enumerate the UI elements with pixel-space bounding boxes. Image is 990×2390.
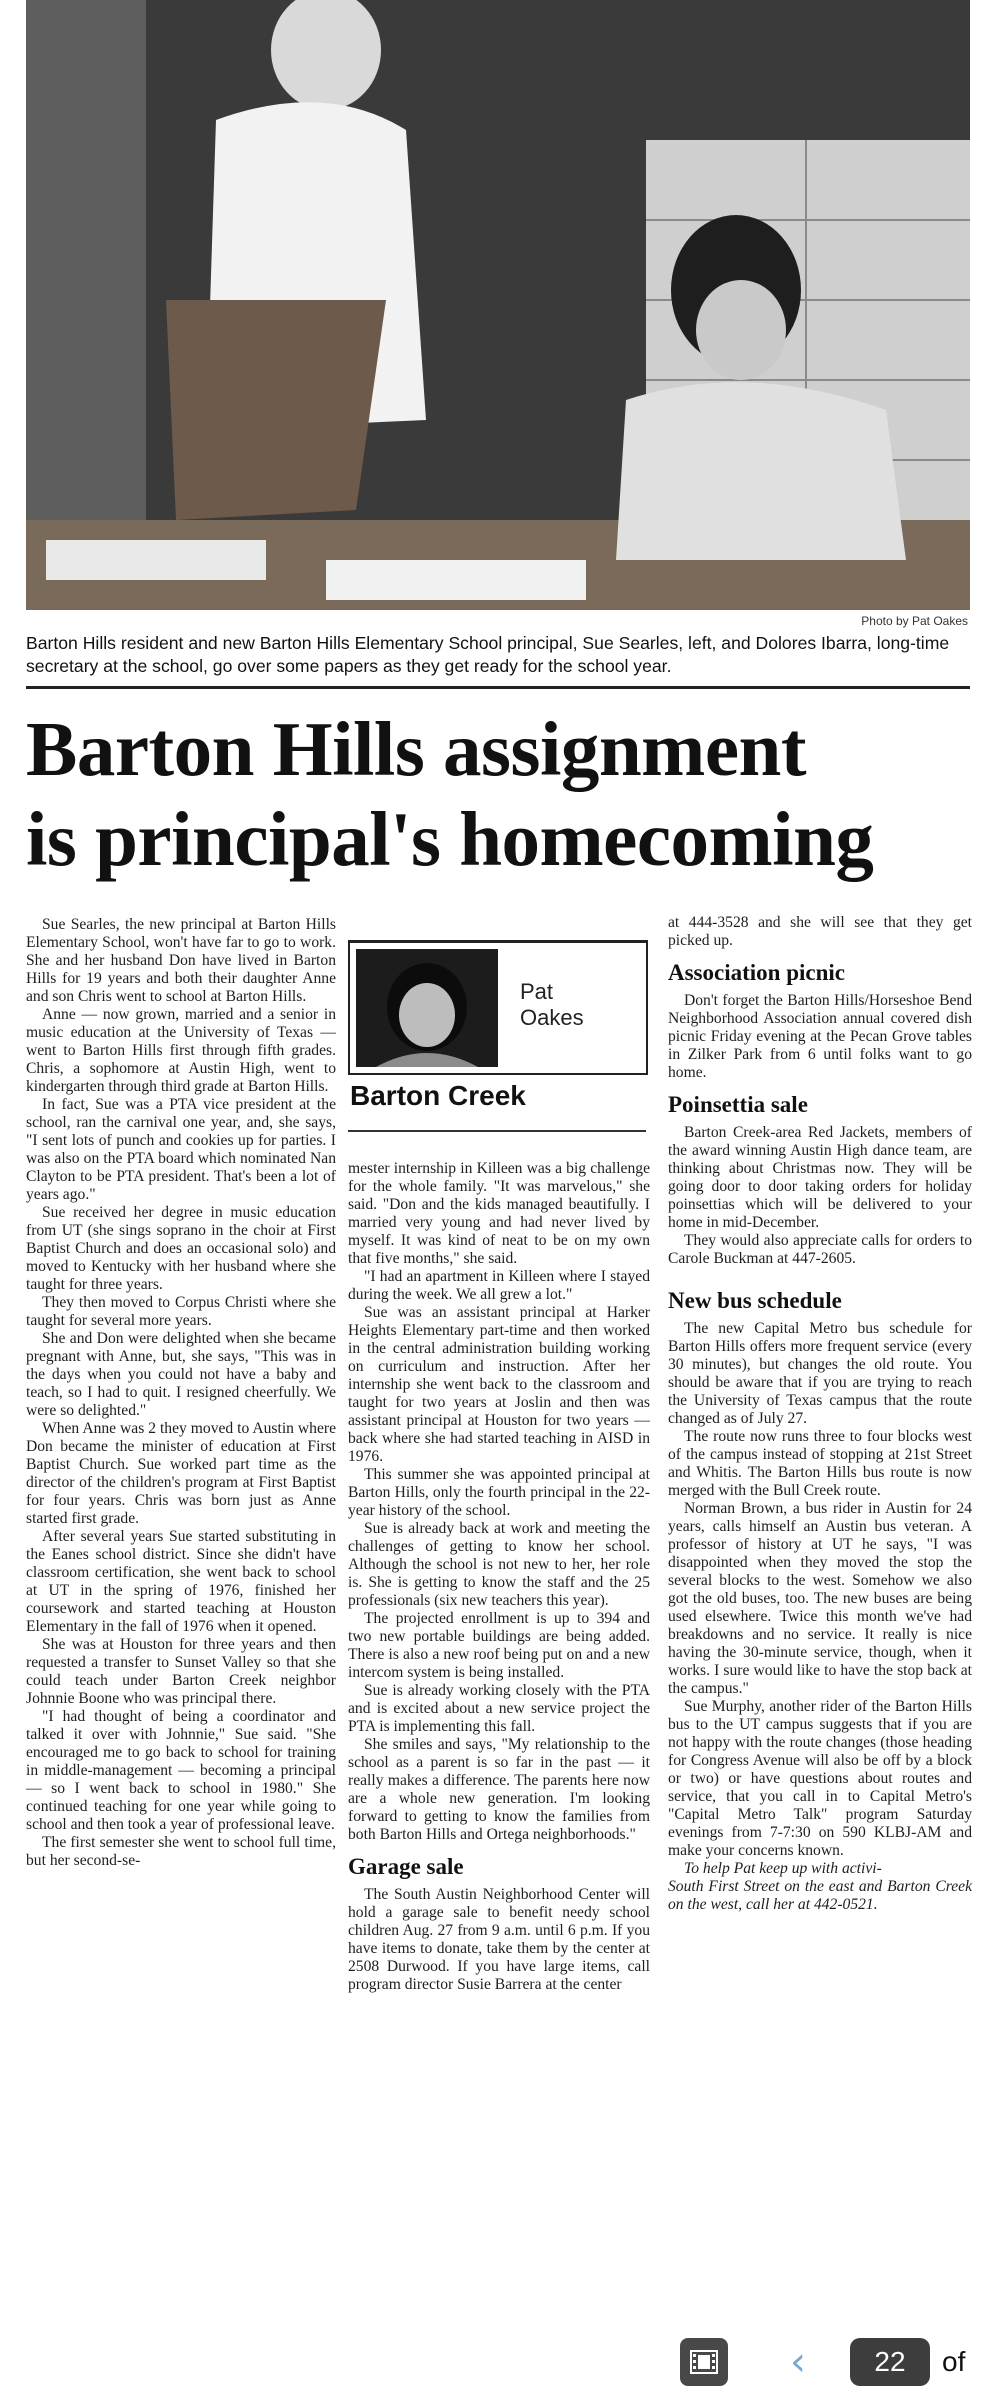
paragraph: Barton Creek-area Red Jackets, members of the award winning Austin High dance team, are thinking about Christmas now. They will be going door to door taking orders for holiday poinsettias which will be delivered to your home in mid-December. — [668, 1124, 972, 1231]
divider — [26, 686, 970, 689]
paragraph: They then moved to Corpus Christi where she taught for several more years. — [26, 1294, 336, 1329]
paragraph: She smiles and says, "My relationship to the school as a parent is so far in the past — it really makes a difference. The parents here now are a whole new generation. I'm looking forward to getting to know the families from both Barton Hills and Ortega neighborhoods." — [348, 1736, 650, 1843]
paragraph: at 444-3528 and she will see that they get picked up. — [668, 914, 972, 949]
paragraph: When Anne was 2 they moved to Austin where Don became the minister of education at First Baptist Church. Sue worked part time as the director of the children's program at First Baptist for four years. Chris was born just as Anne started first grade. — [26, 1420, 336, 1527]
paragraph: Sue is already back at work and meeting the challenges of getting to know her school. Although the school is not new to her, her role is. She is getting to know the staff and the 25 professionals (six new teachers this year). — [348, 1520, 650, 1609]
paragraph: mester internship in Killeen was a big challenge for the whole family. "It was marvelous," she said. "Don and the kids managed beautifully. I married very young and had never lived by myself. It was kind of neat to be on my own that five months," she said. — [348, 1160, 650, 1267]
paragraph: To help Pat keep up with activi- — [684, 1860, 882, 1877]
paragraph: The route now runs three to four blocks west of the campus instead of stopping at 21st Street and Whitis. The Barton Hills bus route is now merged with the Bull Creek route. — [668, 1428, 972, 1499]
filmstrip-icon — [690, 2350, 718, 2374]
photo-credit: Photo by Pat Oakes — [861, 614, 968, 628]
paragraph: Norman Brown, a bus rider in Austin for 24 years, calls himself an Austin bus veteran. A professor of history at UT he says, "I was disappointed when they moved the stop the several blocks to the west. Somehow we also got the old buses, too. The new buses are being used elsewhere. Twice this month we've had breakdowns and no service. It really is nice having the 30-minute service, though, when it works. I sure would like to have the stop back at the campus." — [668, 1500, 972, 1697]
page-count-label: of — [942, 2346, 966, 2377]
paragraph: Sue is already working closely with the PTA and is excited about a new service project the PTA is implementing this fall. — [348, 1682, 650, 1735]
divider — [348, 1130, 646, 1132]
paragraph: South First Street on the east and Barton Creek on the west, call her at 442-0521. — [668, 1878, 972, 1913]
page-viewer-toolbar — [680, 2334, 990, 2390]
paragraph: The South Austin Neighborhood Center will hold a garage sale to benefit needy school children Aug. 27 from 9 a.m. until 6 p.m. If you have items to donate, take them by the center at 2508 Durwood. If you have large items, call program director Susie Barrera at the center — [348, 1886, 650, 1993]
paragraph: Sue Murphy, another rider of the Barton Hills bus to the UT campus suggests that if you are not happy with the route changes (those heading for Congress Avenue will also be off by a block or two) or have questions about routes and service, that you call in to Capital Metro's "Capital Metro Talk" program Saturday evenings from 7-7:30 on 590 KLBJ-AM and make your concerns known. — [668, 1698, 972, 1859]
paragraph: Sue Searles, the new principal at Barton Hills Elementary School, won't have far to go to work. She and her husband Don have lived in Barton Hills for 19 years and both their daughter Anne and son Chris went to school at Barton Hills. — [26, 916, 336, 1005]
subhead-garage-sale: Garage sale — [348, 1854, 464, 1879]
paragraph: The first semester she went to school full time, but her second-se- — [26, 1834, 336, 1869]
columnist-photo — [356, 949, 498, 1067]
column-name: Barton Creek — [350, 1080, 526, 1111]
filmstrip-button[interactable] — [680, 2338, 728, 2386]
paragraph: Sue received her degree in music education from UT (she sings soprano in the choir at First Baptist Church and does an occasional solo) and moved to Kentucky with her husband where she taught for three years. — [26, 1204, 336, 1293]
article-column-1 — [26, 916, 336, 1870]
paragraph: "I had an apartment in Killeen where I stayed during the week. We all grew a lot." — [348, 1268, 650, 1303]
paragraph: She and Don were delighted when she became pregnant with Anne, but, she says, "This was in the days when you could not have a baby and teach, so I had to quit. I resigned cheerfully. We were so delighted." — [26, 1330, 336, 1419]
current-page-indicator[interactable]: 22 — [850, 2338, 930, 2386]
columnist-last-name: Oakes — [520, 1005, 584, 1030]
headline — [26, 704, 970, 884]
paragraph: Sue was an assistant principal at Harker Heights Elementary part-time and then worked in the central administration building working on curriculum and instruction. After her internship she went back to the classroom and taught for two years at Joslin and then was assistant principal at Houston for two years — back where she had started teaching in AISD in 1976. — [348, 1304, 650, 1465]
subhead-association-picnic: Association picnic — [668, 960, 845, 985]
article-column-3 — [668, 914, 972, 1914]
columnist-first-name: Pat — [520, 979, 554, 1004]
paragraph: "I had thought of being a coordinator and talked it over with Johnnie," Sue said. "She encouraged me to go back to school for training in middle-management — becoming a principal — so I went back to school in 1980." She continued teaching for one year while going to school and then took a year of professional leave. — [26, 1708, 336, 1833]
paragraph: They would also appreciate calls for orders to Carole Buckman at 447-2605. — [668, 1232, 972, 1267]
headline-line-1: Barton Hills assignment — [26, 706, 806, 792]
paragraph: The projected enrollment is up to 394 and two new portable buildings are being added. There is also a new roof being put on and a new intercom system is being installed. — [348, 1610, 650, 1681]
subhead-new-bus-schedule: New bus schedule — [668, 1288, 842, 1313]
paragraph: Anne — now grown, married and a senior in music education at the University of Texas — went to Barton Hills first through fifth grades. Chris, a sophomore at Austin High, went to kindergarten through third grade at Barton Hills. — [26, 1006, 336, 1095]
paragraph: The new Capital Metro bus schedule for Barton Hills offers more frequent service (every 30 minutes), but changes the old route. You should be aware that if you are trying to reach the University of Texas campus that the route changed as of July 27. — [668, 1320, 972, 1427]
news-photo — [26, 0, 970, 610]
columnist-box — [348, 940, 648, 1075]
paragraph: Don't forget the Barton Hills/Horseshoe Bend Neighborhood Association annual covered dish picnic Friday evening at the Pecan Grove tables in Zilker Park from 6 until folks want to go home. — [668, 992, 972, 1081]
paragraph: After several years Sue started substituting in the Eanes school district. Since she didn't have classroom certification, she went back to school at UT in the spring of 1976, finished her coursework and started teaching at Houston Elementary in the fall of 1976 when it opened. — [26, 1528, 336, 1635]
chevron-left-icon: ‹ — [790, 2339, 806, 2385]
paragraph: She was at Houston for three years and then requested a transfer to Sunset Valley so that she could teach under Barton Creek neighbor Johnnie Boone who was principal there. — [26, 1636, 336, 1707]
paragraph: This summer she was appointed principal at Barton Hills, only the fourth principal in the 22-year history of the school. — [348, 1466, 650, 1519]
subhead-poinsettia-sale: Poinsettia sale — [668, 1092, 808, 1117]
article-column-2 — [348, 1160, 650, 1994]
headline-line-2: is principal's homecoming — [26, 796, 874, 882]
paragraph: In fact, Sue was a PTA vice president at the school, ran the carnival one year, and, she says, "I sent lots of punch and cookies up for parties. I was also on the PTA board which nominated Nan Clayton to be PTA president. That's been a lot of years ago." — [26, 1096, 336, 1203]
columnist-name — [520, 979, 584, 1031]
previous-page-button[interactable] — [790, 2338, 830, 2386]
photo-caption: Barton Hills resident and new Barton Hills Elementary School principal, Sue Searles, left, and Dolores Ibarra, long-time secretary at the school, go over some papers as they get ready for the school year. — [26, 633, 950, 676]
